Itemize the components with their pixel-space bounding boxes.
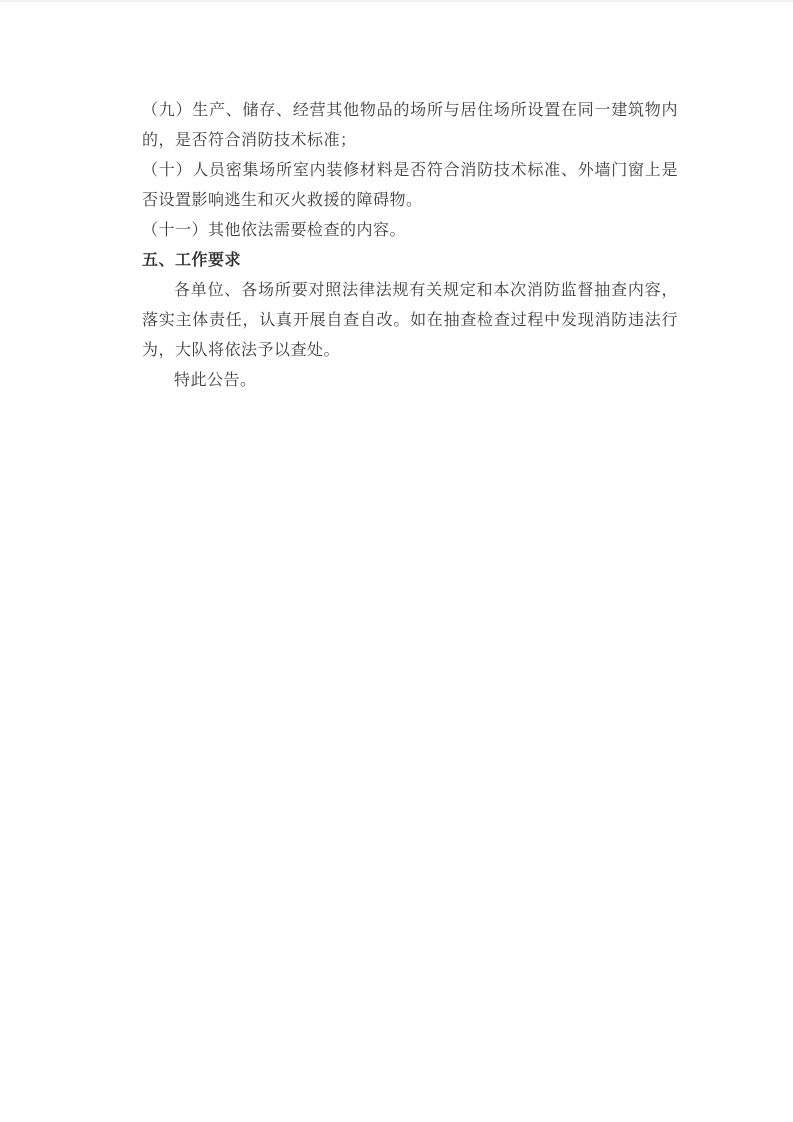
document-text-block bbox=[142, 96, 678, 396]
paragraph-work-requirements-body: 各单位、各场所要对照法律法规有关规定和本次消防监督抽查内容，落实主体责任，认真开展自查自改。如在抽查检查过程中发现消防违法行为，大队将依法予以查处。 bbox=[142, 282, 678, 359]
section-heading-work-requirements: 五、工作要求 bbox=[142, 252, 242, 269]
paragraph-item-11: （十一）其他依法需要检查的内容。 bbox=[142, 222, 407, 239]
paragraph-item-10: （十）人员密集场所室内装修材料是否符合消防技术标准、外墙门窗上是否设置影响逃生和灭火救援的障碍物。 bbox=[142, 162, 678, 209]
paragraph-closing-announcement: 特此公告。 bbox=[174, 372, 257, 389]
paragraph-item-9: （九）生产、储存、经营其他物品的场所与居住场所设置在同一建筑物内的，是否符合消防技术标准； bbox=[142, 102, 678, 149]
